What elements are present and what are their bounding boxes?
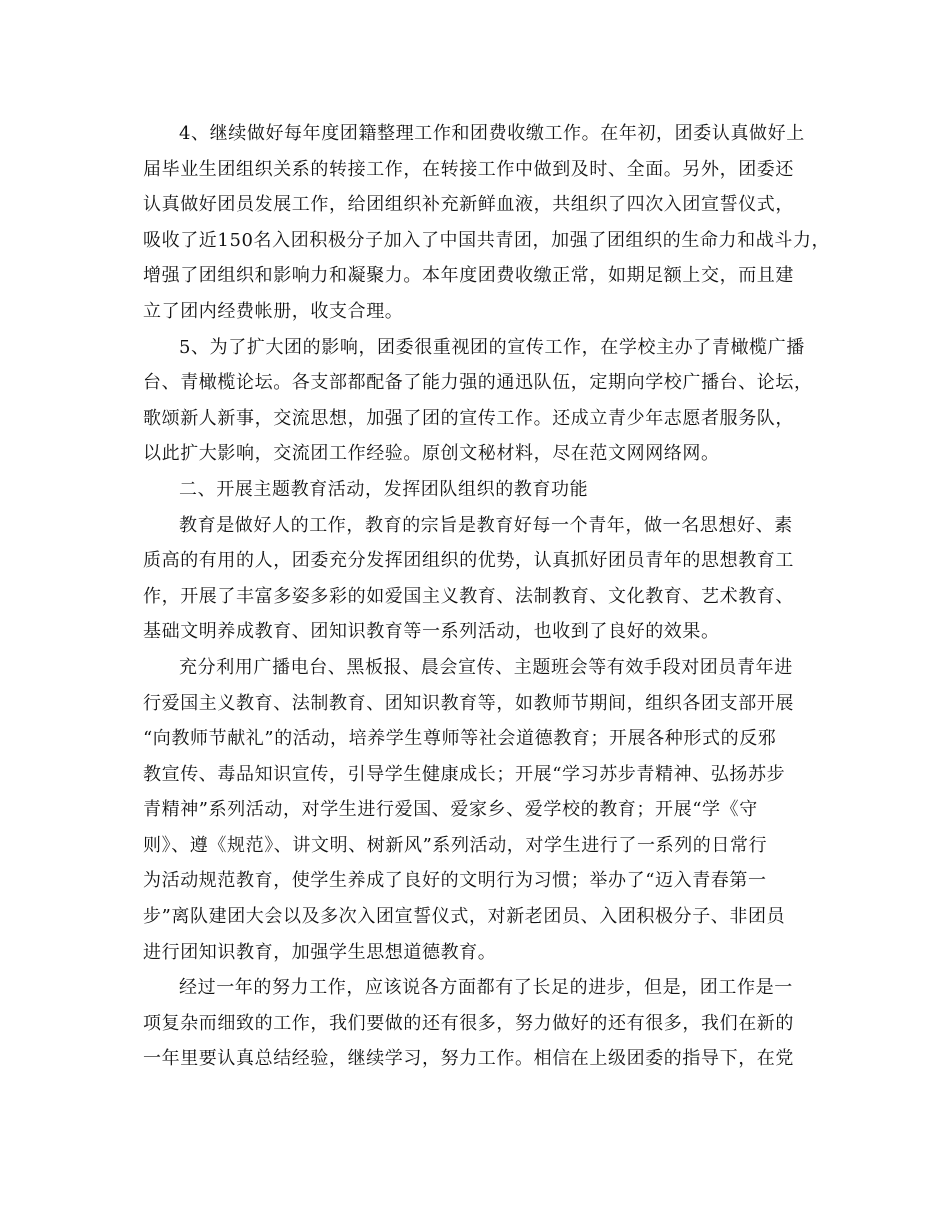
document-body xyxy=(143,116,833,1077)
text-line: 吸收了近150名入团积极分子加入了中国共青团，加强了团组织的生命力和战斗力， xyxy=(143,229,831,251)
text-line: 进行团知识教育，加强学生思想道德教育。 xyxy=(143,941,497,963)
text-line: 立了团内经费帐册，收支合理。 xyxy=(143,300,404,322)
text-line: 基础文明养成教育、团知识教育等一系列活动，也收到了良好的效果。 xyxy=(143,621,720,643)
text-line: 项复杂而细致的工作，我们要做的还有很多，努力做好的还有很多，我们在新的 xyxy=(143,1012,794,1034)
text-line: 作，开展了丰富多姿多彩的如爱国主义教育、法制教育、文化教育、艺术教育、 xyxy=(143,585,794,607)
paragraph-membership-dues xyxy=(143,116,833,330)
text-line: 增强了团组织和影响力和凝聚力。本年度团费收缴正常，如期足额上交，而且建 xyxy=(143,265,794,287)
text-line: 质高的有用的人，团委充分发挥团组织的优势，认真抓好团员青年的思想教育工 xyxy=(143,550,794,572)
text-line: 行爱国主义教育、法制教育、团知识教育等，如教师节期间，组织各团支部开展 xyxy=(143,692,794,714)
text-line: 台、青橄榄论坛。各支部都配备了能力强的通迅队伍，定期向学校广播台、论坛， xyxy=(143,372,813,394)
text-line: 届毕业生团组织关系的转接工作，在转接工作中做到及时、全面。另外，团委还 xyxy=(143,158,794,180)
paragraph-education xyxy=(143,508,833,650)
paragraph-publicity xyxy=(143,330,833,472)
text-line: “向教师节献礼”的活动，培养学生尊师等社会道德教育；开展各种形式的反邪 xyxy=(143,728,777,750)
text-line: 教宣传、毒品知识宣传，引导学生健康成长；开展“学习苏步青精神、弘扬苏步 xyxy=(143,763,786,785)
text-line: 以此扩大影响，交流团工作经验。原创文秘材料，尽在范文网网络网。 xyxy=(143,443,720,465)
text-line: 则》、遵《规范》、讲文明、树新风”系列活动，对学生进行了一系列的日常行 xyxy=(143,834,768,856)
text-line: 为活动规范教育，使学生养成了良好的文明行为习惯；举办了“迈入青春第一 xyxy=(143,870,767,892)
text-line: 经过一年的努力工作，应该说各方面都有了长足的进步，但是，团工作是一 xyxy=(179,977,793,999)
text-line: 5、为了扩大团的影响，团委很重视团的宣传工作，在学校主办了青橄榄广播 xyxy=(179,336,805,358)
section-heading xyxy=(143,472,833,508)
text-line: 歌颂新人新事，交流思想，加强了团的宣传工作。还成立青少年志愿者服务队， xyxy=(143,407,794,429)
paragraph-conclusion xyxy=(143,970,833,1077)
paragraph-activities xyxy=(143,650,833,970)
text-line: 教育是做好人的工作，教育的宗旨是教育好每一个青年，做一名思想好、素 xyxy=(179,514,793,536)
text-line: 认真做好团员发展工作，给团组织补充新鲜血液，共组织了四次入团宣誓仪式， xyxy=(143,194,794,216)
text-line: 步”离队建团大会以及多次入团宣誓仪式，对新老团员、入团积极分子、非团员 xyxy=(143,906,786,928)
text-line: 4、继续做好每年度团籍整理工作和团费收缴工作。在年初，团委认真做好上 xyxy=(179,123,805,144)
text-line: 一年里要认真总结经验，继续学习，努力工作。相信在上级团委的指导下，在党 xyxy=(143,1048,794,1070)
section-heading-text: 二、开展主题教育活动，发挥团队组织的教育功能 xyxy=(179,478,589,500)
text-line: 青精神”系列活动，对学生进行爱国、爱家乡、爱学校的教育；开展“学《守 xyxy=(143,799,758,821)
text-line: 充分利用广播电台、黑板报、晨会宣传、主题班会等有效手段对团员青年进 xyxy=(179,656,793,678)
